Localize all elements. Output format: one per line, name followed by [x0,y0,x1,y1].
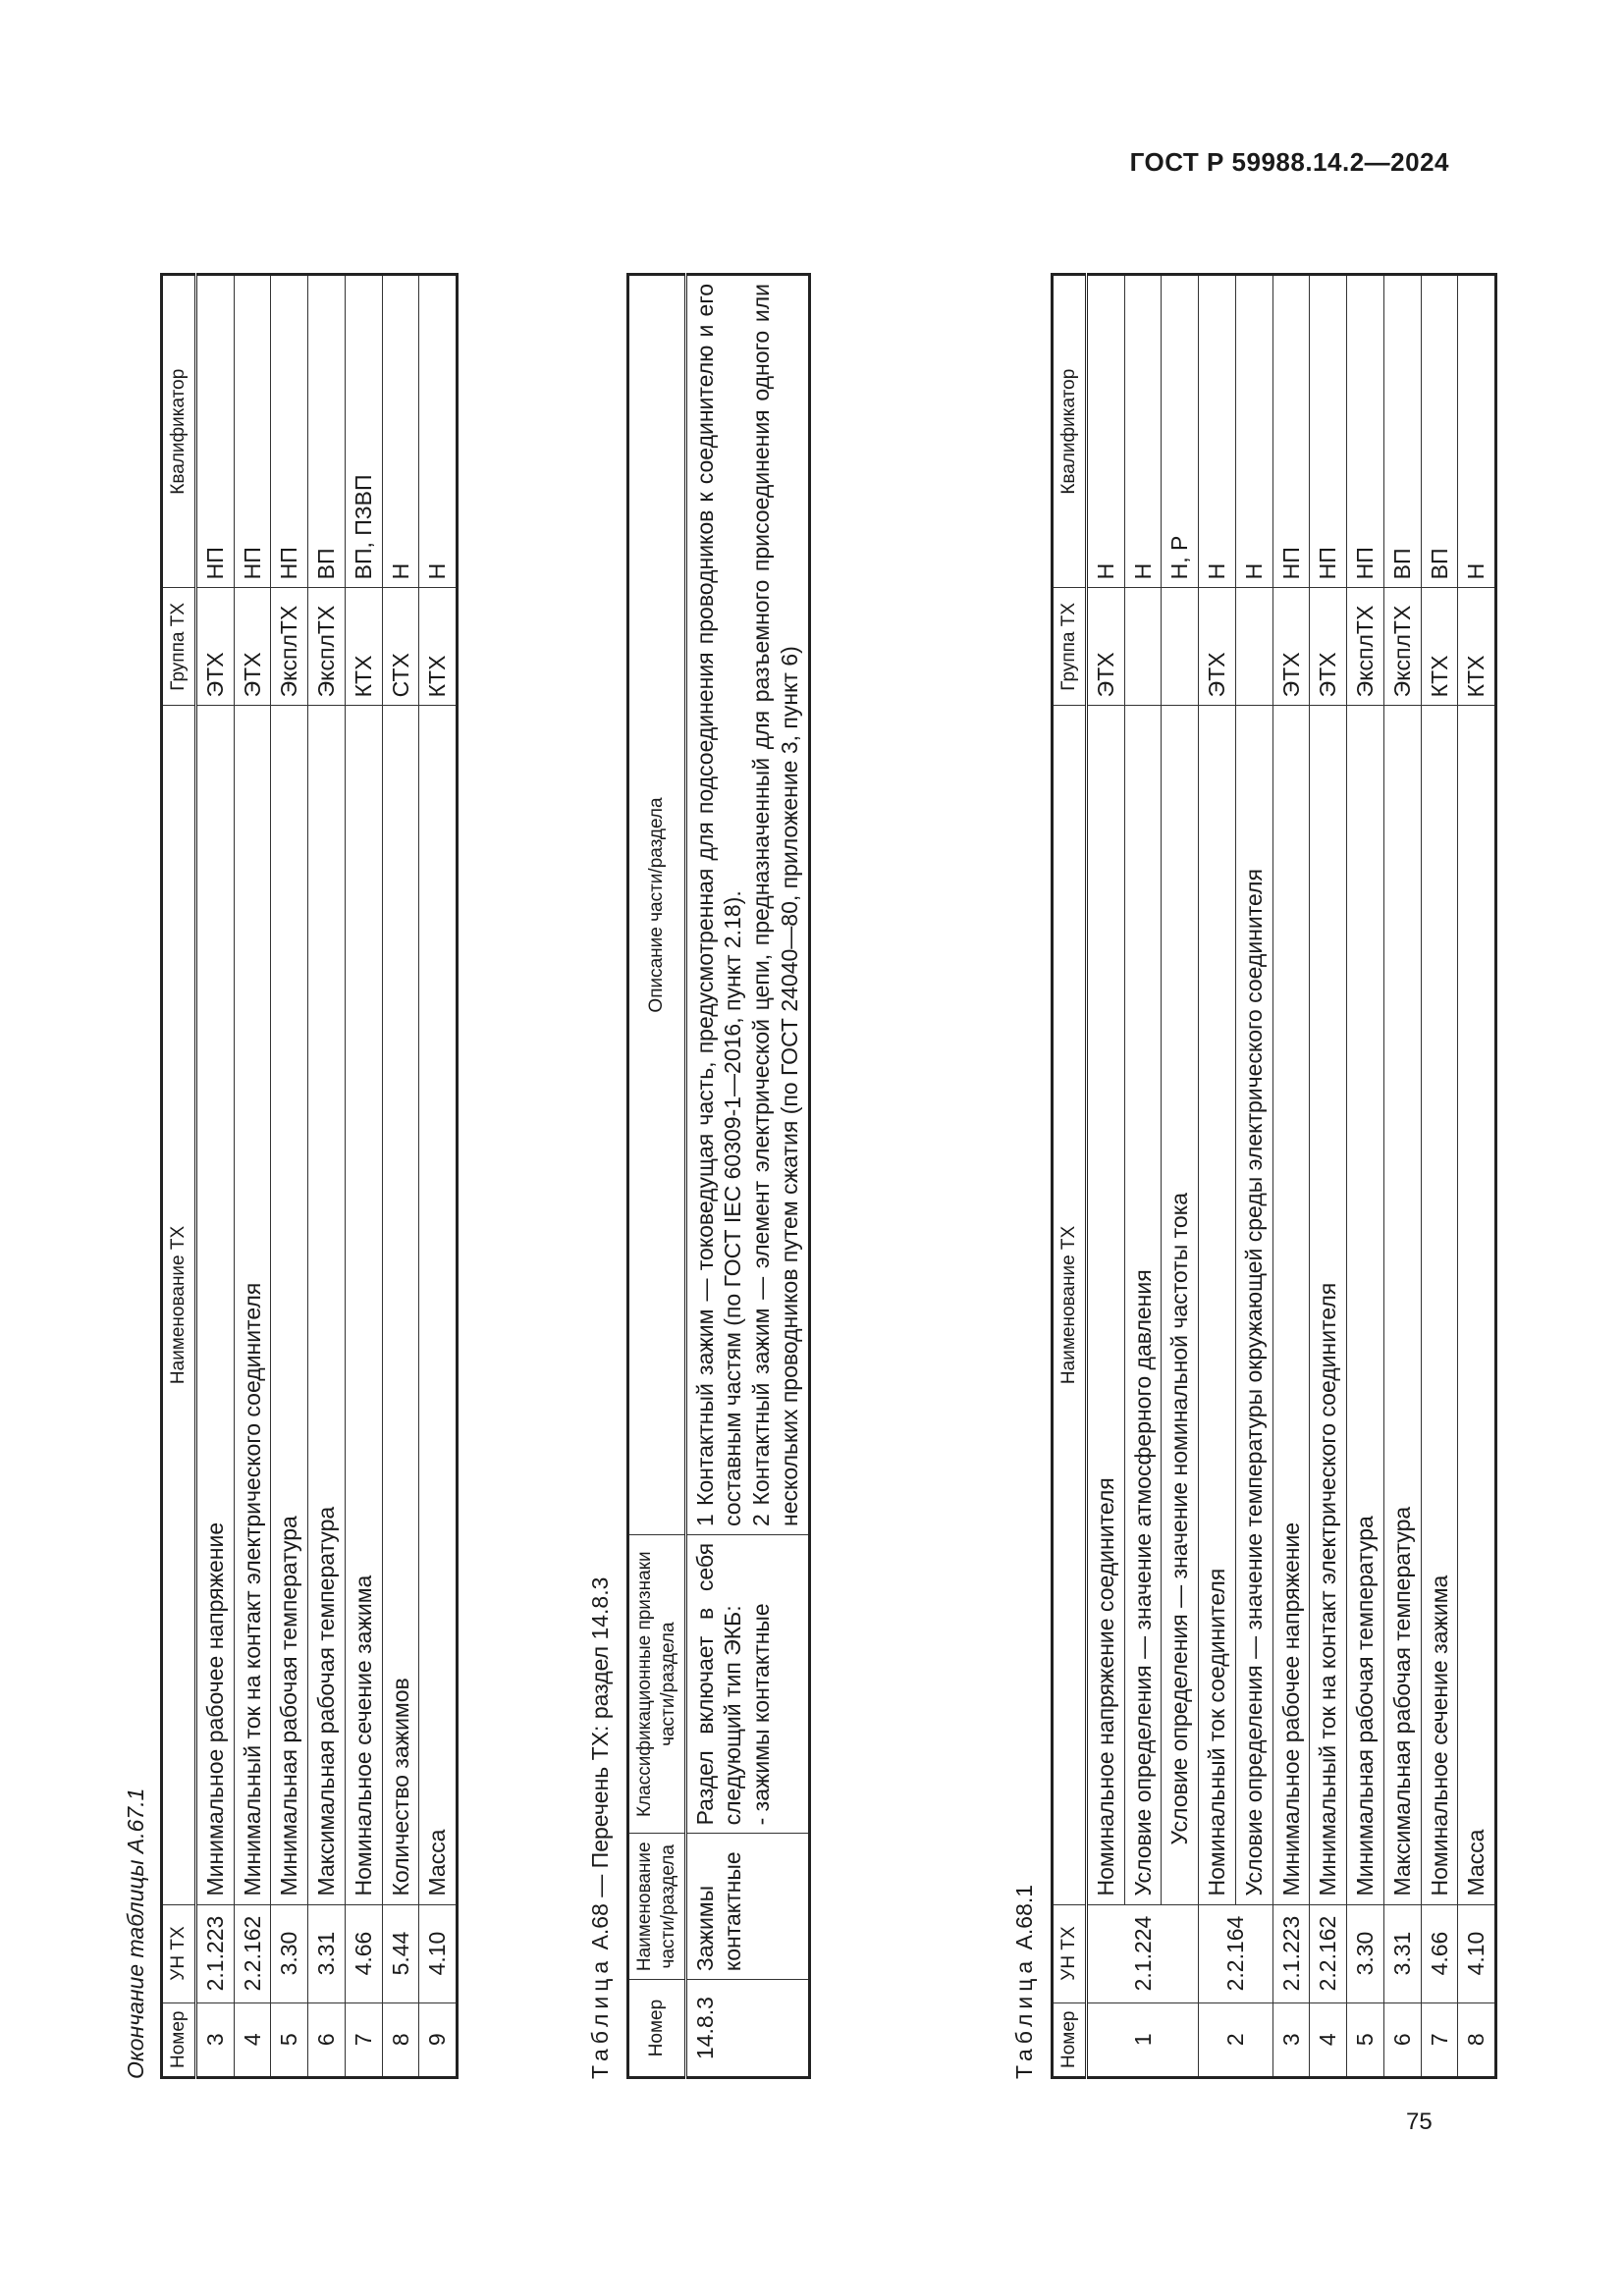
cell-name: Номинальный ток соединителя [1199,706,1236,1904]
table-row [1086,275,1124,2078]
cell-code: 3.31 [1383,1904,1421,2002]
table-row [1235,275,1272,2078]
cell-group: КТХ [419,588,458,706]
cell-name: Минимальная рабочая температура [1347,706,1384,1904]
cell-name: Количество зажимов [382,706,419,1904]
cell-code: 2.2.162 [1310,1904,1347,2002]
cell-group: СТХ [382,588,419,706]
table-a67 [160,273,459,2079]
table-a68-caption [587,1577,614,2079]
cell-qualifier: Н [1458,275,1496,588]
cell-number: 3 [1272,2002,1310,2077]
cell-code: 4.10 [1458,1904,1496,2002]
table-row [1162,275,1199,2078]
col-header: Номер [162,2002,196,2077]
page-number: 75 [1406,2109,1433,2135]
table-row [1458,275,1496,2078]
cell-name: Минимальный ток на контакт электрического соединителя [1310,706,1347,1904]
cell-qualifier: Н [382,275,419,588]
table-a68-1-caption [1011,1885,1038,2079]
cell-qualifier: ВП [1421,275,1458,588]
cell-qualifier: НП [1272,275,1310,588]
cell-group: КТХ [1458,588,1496,706]
cell-qualifier: НП [234,275,271,588]
col-header: Группа ТХ [162,588,196,706]
cell-number: 6 [308,2002,346,2077]
cell-number: 5 [271,2002,308,2077]
table-row [1347,275,1384,2078]
cell-group: ЭТХ [1199,588,1236,706]
cell-number: 3 [195,2002,234,2077]
cell-qualifier: Н [1235,275,1272,588]
cell-qualifier: Н [1124,275,1162,588]
table-row [1124,275,1162,2078]
table-row [271,275,308,2078]
cell-name: Масса [1458,706,1496,1904]
table-row [419,275,458,2078]
cell-name: Минимальный ток на контакт электрического соединителя [234,706,271,1904]
cell-group: ЭксплТХ [308,588,346,706]
cell-number: 8 [382,2002,419,2077]
cell-description: 1 Контактный зажим — токоведущая часть, предусмотренная для подсоединения проводников к соединителю и его составным частям (по ГОСТ IEC 60309-1—2016, пункт 2.18). 2 Контактный зажим — элемент электрической цепи, предназначенный для разъемного присоединения одного или нескольких проводников путем сжатия (по ГОСТ 24040—80, приложение 3, пункт 6) [685,275,809,1535]
cell-qualifier: Н [1086,275,1124,588]
col-header: Классификационные признаки части/раздела [628,1534,686,1833]
table-row [382,275,419,2078]
cell-name: Условие определения — значение номинальной частоты тока [1162,706,1199,1904]
cell-group [1162,588,1199,706]
cell-features: Раздел включает в себя следующий тип ЭКБ: - зажимы контактные [685,1534,809,1833]
cell-group: КТХ [1421,588,1458,706]
cell-group: ЭксплТХ [271,588,308,706]
table-row [1310,275,1347,2078]
cell-code: 3.30 [1347,1904,1384,2002]
col-header: Квалификатор [1053,275,1087,588]
rotated-page-content [113,160,1489,2089]
cell-group: ЭТХ [1310,588,1347,706]
cell-name: Номинальное сечение зажима [1421,706,1458,1904]
table-a68-1 [1051,273,1497,2079]
cell-name: Максимальная рабочая температура [1383,706,1421,1904]
cell-code: 5.44 [382,1904,419,2002]
col-header: Группа ТХ [1053,588,1087,706]
cell-number: 8 [1458,2002,1496,2077]
cell-name: Минимальное рабочее напряжение [195,706,234,1904]
cell-part-name: Зажимы контактные [685,1834,809,1980]
cell-code: 2.2.164 [1199,1904,1273,2002]
table-a67-caption: Окончание таблицы А.67.1 [123,1788,148,2079]
table-row [308,275,346,2078]
cell-group: ЭТХ [1272,588,1310,706]
cell-name: Номинальное сечение зажима [345,706,382,1904]
cell-group: ЭксплТХ [1347,588,1384,706]
cell-code: 2.1.223 [1272,1904,1310,2002]
table-row [1199,275,1236,2078]
cell-name: Номинальное напряжение соединителя [1086,706,1124,1904]
table-a68-title: А.68 — Перечень ТХ: раздел 14.8.3 [587,1576,613,1950]
table-row [234,275,271,2078]
cell-code: 3.30 [271,1904,308,2002]
cell-qualifier: Н [1199,275,1236,588]
cell-qualifier: ВП [1383,275,1421,588]
cell-number: 7 [1421,2002,1458,2077]
cell-code: 4.66 [1421,1904,1458,2002]
col-header: Номер [1053,2002,1087,2077]
cell-number: 7 [345,2002,382,2077]
col-header: Наименование ТХ [1053,706,1087,1904]
cell-qualifier: НП [271,275,308,588]
cell-code: 4.10 [419,1904,458,2002]
cell-number: 9 [419,2002,458,2077]
cell-code: 2.1.224 [1086,1904,1198,2002]
cell-group: ЭТХ [1086,588,1124,706]
cell-number: 6 [1383,2002,1421,2077]
cell-name: Минимальная рабочая температура [271,706,308,1904]
cell-number: 4 [1310,2002,1347,2077]
table-row [345,275,382,2078]
cell-group: ЭксплТХ [1383,588,1421,706]
col-header: Номер [628,1980,686,2078]
cell-qualifier: НП [195,275,234,588]
cell-number: 4 [234,2002,271,2077]
col-header: УН ТХ [162,1904,196,2002]
cell-qualifier: ВП [308,275,346,588]
cell-number: 2 [1199,2002,1273,2077]
table-row [1272,275,1310,2078]
cell-number: 5 [1347,2002,1384,2077]
cell-name: Условие определения — значение температуры окружающей среды электрического соединителя [1235,706,1272,1904]
col-header: Наименование ТХ [162,706,196,1904]
col-header: Наименование части/раздела [628,1834,686,1980]
table-row [1421,275,1458,2078]
table-row [685,275,809,2078]
cell-qualifier: НП [1310,275,1347,588]
cell-group: ЭТХ [234,588,271,706]
cell-code: 4.66 [345,1904,382,2002]
cell-number: 14.8.3 [685,1980,809,2078]
cell-code: 2.2.162 [234,1904,271,2002]
cell-group [1235,588,1272,706]
table-a68 [626,273,811,2079]
table-a68-1-title: А.68.1 [1011,1884,1037,1950]
document-number: ГОСТ Р 59988.14.2—2024 [1129,147,1449,177]
cell-code: 2.1.223 [195,1904,234,2002]
cell-qualifier: ВП, ПЗВП [345,275,382,588]
cell-group: КТХ [345,588,382,706]
cell-qualifier: Н [419,275,458,588]
table-word: Таблица [1011,1955,1037,2079]
cell-qualifier: Н, Р [1162,275,1199,588]
col-header: Описание части/раздела [628,275,686,1535]
col-header: Квалификатор [162,275,196,588]
table-word: Таблица [587,1955,613,2079]
cell-number: 1 [1086,2002,1198,2077]
cell-name: Максимальная рабочая температура [308,706,346,1904]
cell-group [1124,588,1162,706]
cell-qualifier: НП [1347,275,1384,588]
cell-name: Условие определения — значение атмосферного давления [1124,706,1162,1904]
cell-name: Минимальное рабочее напряжение [1272,706,1310,1904]
cell-group: ЭТХ [195,588,234,706]
cell-name: Масса [419,706,458,1904]
col-header: УН ТХ [1053,1904,1087,2002]
table-row [195,275,234,2078]
table-row [1383,275,1421,2078]
cell-code: 3.31 [308,1904,346,2002]
